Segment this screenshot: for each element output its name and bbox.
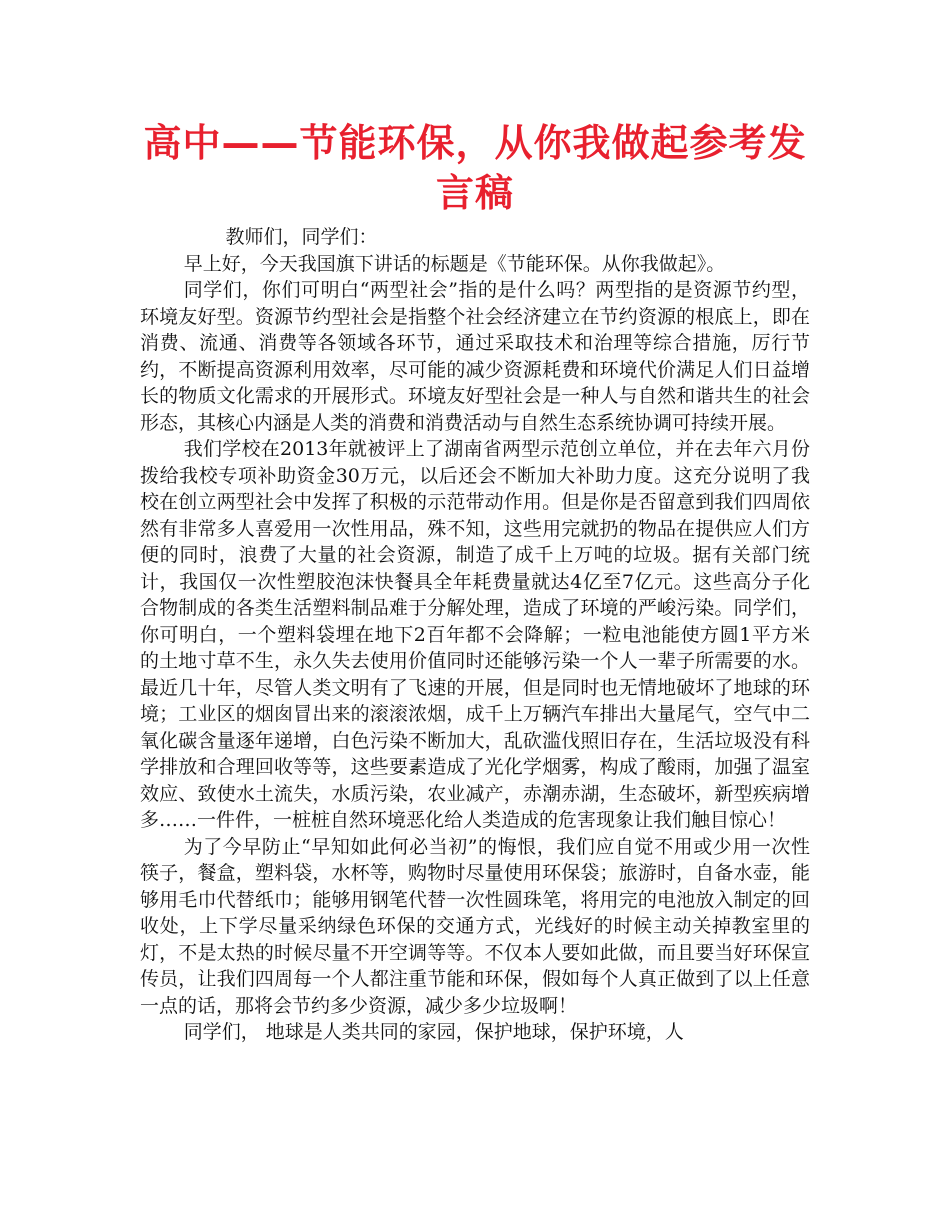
body-paragraph: 我们学校在2013年就被评上了湖南省两型示范创立单位，并在去年六月份拨给我校专项补助资金30万元，以后还会不断加大补助力度。这充分说明了我校在创立两型社会中发挥了积极的示范带动作用。但是你是否留意到我们四周依然有非常多人喜爱用一次性用品，殊不知，这些用完就扔的物品在提供应人们方便的同时，浪费了大量的社会资源，制造了成千上万吨的垃圾。据有关部门统计，我国仅一次性塑胶泡沫快餐具全年耗费量就达4亿至7亿元。这些高分子化合物制成的各类生活塑料制品难于分解处理，造成了环境的严峻污染。同学们，你可明白，一个塑料袋埋在地下2百年都不会降解；一粒电池能使方圆1平方米的土地寸草不生，永久失去使用价值同时还能够污染一个人一辈子所需要的水。最近几十年，尽管人类文明有了飞速的开展，但是同时也无情地破坏了地球的环境；工业区的烟囱冒出来的滚滚浓烟，成千上万辆汽车排出大量尾气，空气中二氧化碳含量逐年递增，白色污染不断加大，乱砍滥伐照旧存在，生活垃圾没有科学排放和合理回收等等，这些要素造成了光化学烟雾，构成了酸雨，加强了温室效应、致使水土流失，水质污染，农业减产，赤潮赤湖，生态破坏，新型疾病增多……一件件，一桩桩自然环境恶化给人类造成的危害现象让我们触目惊心！ — [140, 438, 810, 831]
document-body — [140, 224, 810, 1046]
body-paragraph: 同学们，你们可明白“两型社会”指的是什么吗？两型指的是资源节约型，环境友好型。资源节约型社会是指整个社会经济建立在节约资源的根底上，即在消费、流通、消费等各领域各环节，通过采取技术和治理等综合措施，厉行节约，不断提高资源利用效率，尽可能的减少资源耗费和环境代价满足人们日益增长的物质文化需求的开展形式。环境友好型社会是一种人与自然和谐共生的社会形态，其核心内涵是人类的消费和消费活动与自然生态系统协调可持续开展。 — [140, 279, 810, 434]
greeting-line: 教师们，同学们： — [225, 226, 378, 248]
body-paragraph: 早上好，今天我国旗下讲话的标题是《节能环保。从你我做起》。 — [183, 252, 726, 275]
document-title: 高中——节能环保，从你我做起参考发言稿 — [143, 121, 807, 215]
document-page — [140, 118, 810, 1046]
body-paragraph: 为了今早防止“早知如此何必当初”的悔恨，我们应自觉不用或少用一次性筷子，餐盒，塑料袋，水杯等，购物时尽量使用环保袋；旅游时，自备水壶，能够用毛巾代替纸巾；能够用钢笔代替一次性圆珠笔，将用完的电池放入制定的回收处，上下学尽量采纳绿色环保的交通方式，光线好的时候主动关掉教室里的灯，不是太热的时候尽量不开空调等等。不仅本人要如此做，而且要当好环保宣传员，让我们四周每一个人都注重节能和环保，假如每个人真正做到了以上任意一点的话，那将会节约多少资源，减少多少垃圾啊！ — [140, 835, 810, 1017]
body-paragraph: 同学们， 地球是人类共同的家园，保护地球，保护环境，人 — [183, 1021, 684, 1043]
